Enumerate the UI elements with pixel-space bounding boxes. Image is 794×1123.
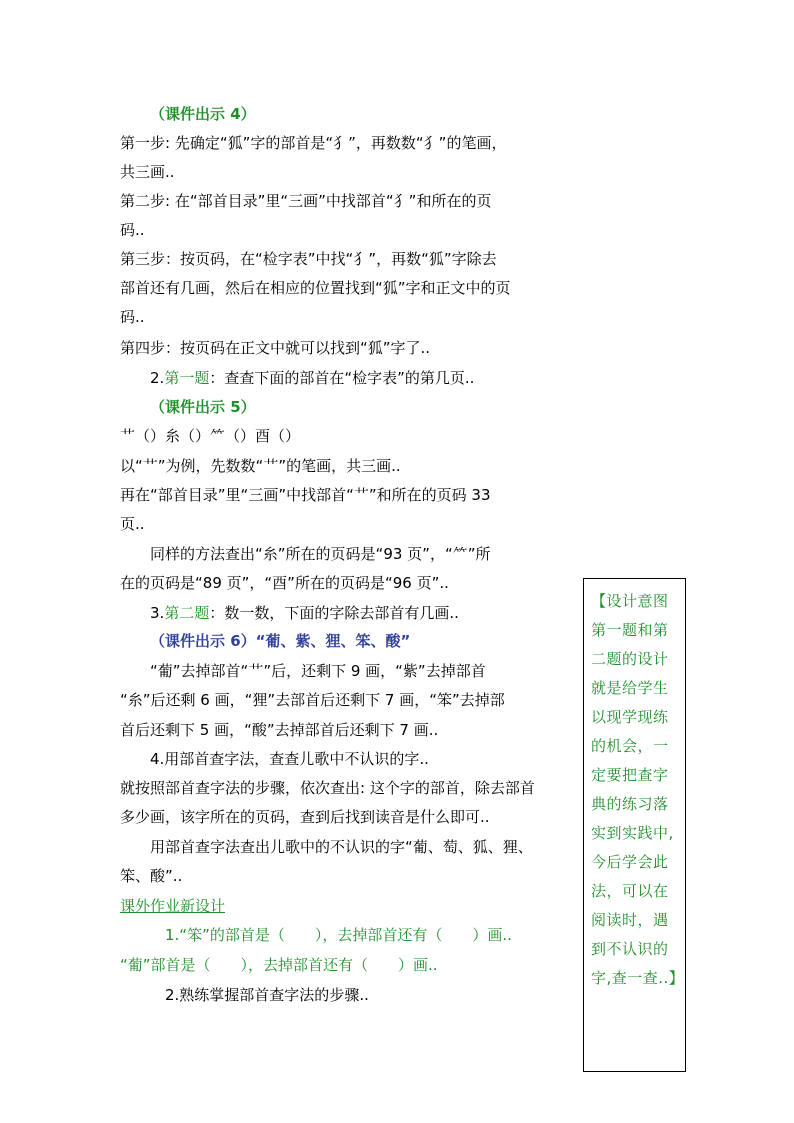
- line-11: （课件出示 5）: [150, 398, 256, 416]
- design-intent-line: 到不认识的: [591, 940, 669, 958]
- line-7: 部首还有几画，然后在相应的位置找到“狐”字和正文中的页: [120, 279, 511, 297]
- line-8: 码..: [120, 308, 145, 326]
- homework-heading: 课外作业新设计: [120, 897, 226, 915]
- line-12: 艹（）糸（）⺮（）酉（）: [120, 427, 301, 445]
- line-19: （课件出示 6）“葡、紫、狸、笨、酸”: [150, 632, 411, 650]
- line-1: （课件出示 4）: [150, 105, 256, 123]
- line-17: 在的页码是“89 页”，“酉”所在的页码是“96 页”..: [120, 574, 449, 592]
- line-13: 以“艹”为例，先数数“艹”的笔画，共三画..: [120, 457, 401, 475]
- line-4: 第二步: 在“部首目录”里“三画”中找部首“犭”和所在的页: [120, 192, 492, 210]
- line-15: 页..: [120, 515, 145, 533]
- design-intent-line: 典的练习落: [591, 795, 669, 813]
- line-14: 再在“部首目录”里“三画”中找部首“艹”和所在的页码 33: [120, 486, 491, 504]
- line-25: 多少画，该字所在的页码，查到后找到读音是什么即可..: [120, 808, 490, 826]
- design-intent-line: 定要把查字: [591, 766, 669, 784]
- line-9: 第四步：按页码在正文中就可以找到“狐”字了..: [120, 339, 431, 357]
- line-5: 码..: [120, 221, 145, 239]
- line-10: 2.第一题：查查下面的部首在“检字表”的第几页..: [150, 369, 475, 387]
- design-intent-line: 【设计意图: [591, 592, 669, 610]
- homework-item-1: 1.“笨”的部首是（ ），去掉部首还有（ ）画..: [165, 926, 512, 944]
- line-6: 第三步：按页码，在“检字表”中找“犭”，再数“狐”字除去: [120, 250, 497, 268]
- design-intent-line: 实到实践中,: [591, 824, 674, 842]
- line-16: 同样的方法查出“糸”所在的页码是“93 页”，“⺮”所: [150, 545, 491, 563]
- line-21: “糸”后还剩 6 画，“狸”去部首后还剩下 7 画，“笨”去掉部: [120, 691, 505, 709]
- design-intent-line: 字,查一查..】: [591, 969, 685, 987]
- design-intent-line: 的机会，一: [591, 737, 669, 755]
- design-intent-line: 法，可以在: [591, 882, 669, 900]
- line-20: “葡”去掉部首“艹”后，还剩下 9 画，“紫”去掉部首: [150, 662, 486, 680]
- design-intent-line: 就是给学生: [591, 679, 669, 697]
- design-intent-line: 二题的设计: [591, 650, 669, 668]
- design-intent-line: 今后学会此: [591, 853, 669, 871]
- line-23: 4.用部首查字法，查查儿歌中不认识的字..: [150, 750, 429, 768]
- design-intent-line: 阅读时，遇: [591, 911, 669, 929]
- homework-item-2: 2.熟练掌握部首查字法的步骤..: [165, 986, 369, 1004]
- line-22: 首后还剩下 5 画，“酸”去掉部首后还剩下 7 画..: [120, 721, 439, 739]
- homework-item-1-cont: “葡”部首是（ ），去掉部首还有（ ）画..: [120, 956, 438, 974]
- design-intent-box: [583, 578, 686, 1072]
- design-intent-line: 第一题和第: [591, 621, 669, 639]
- line-24: 就按照部首查字法的步骤，依次查出: 这个字的部首，除去部首: [120, 779, 535, 797]
- design-intent-line: 以现学现练: [591, 708, 669, 726]
- line-27: 笨、酸”..: [120, 867, 183, 885]
- line-3: 共三画..: [120, 163, 175, 181]
- line-2: 第一步: 先确定“狐”字的部首是“犭”，再数数“犭”的笔画，: [120, 134, 507, 152]
- line-18: 3.第二题：数一数，下面的字除去部首有几画..: [150, 604, 459, 622]
- line-26: 用部首查字法查出儿歌中的不认识的字“葡、萄、狐、狸、: [150, 838, 533, 856]
